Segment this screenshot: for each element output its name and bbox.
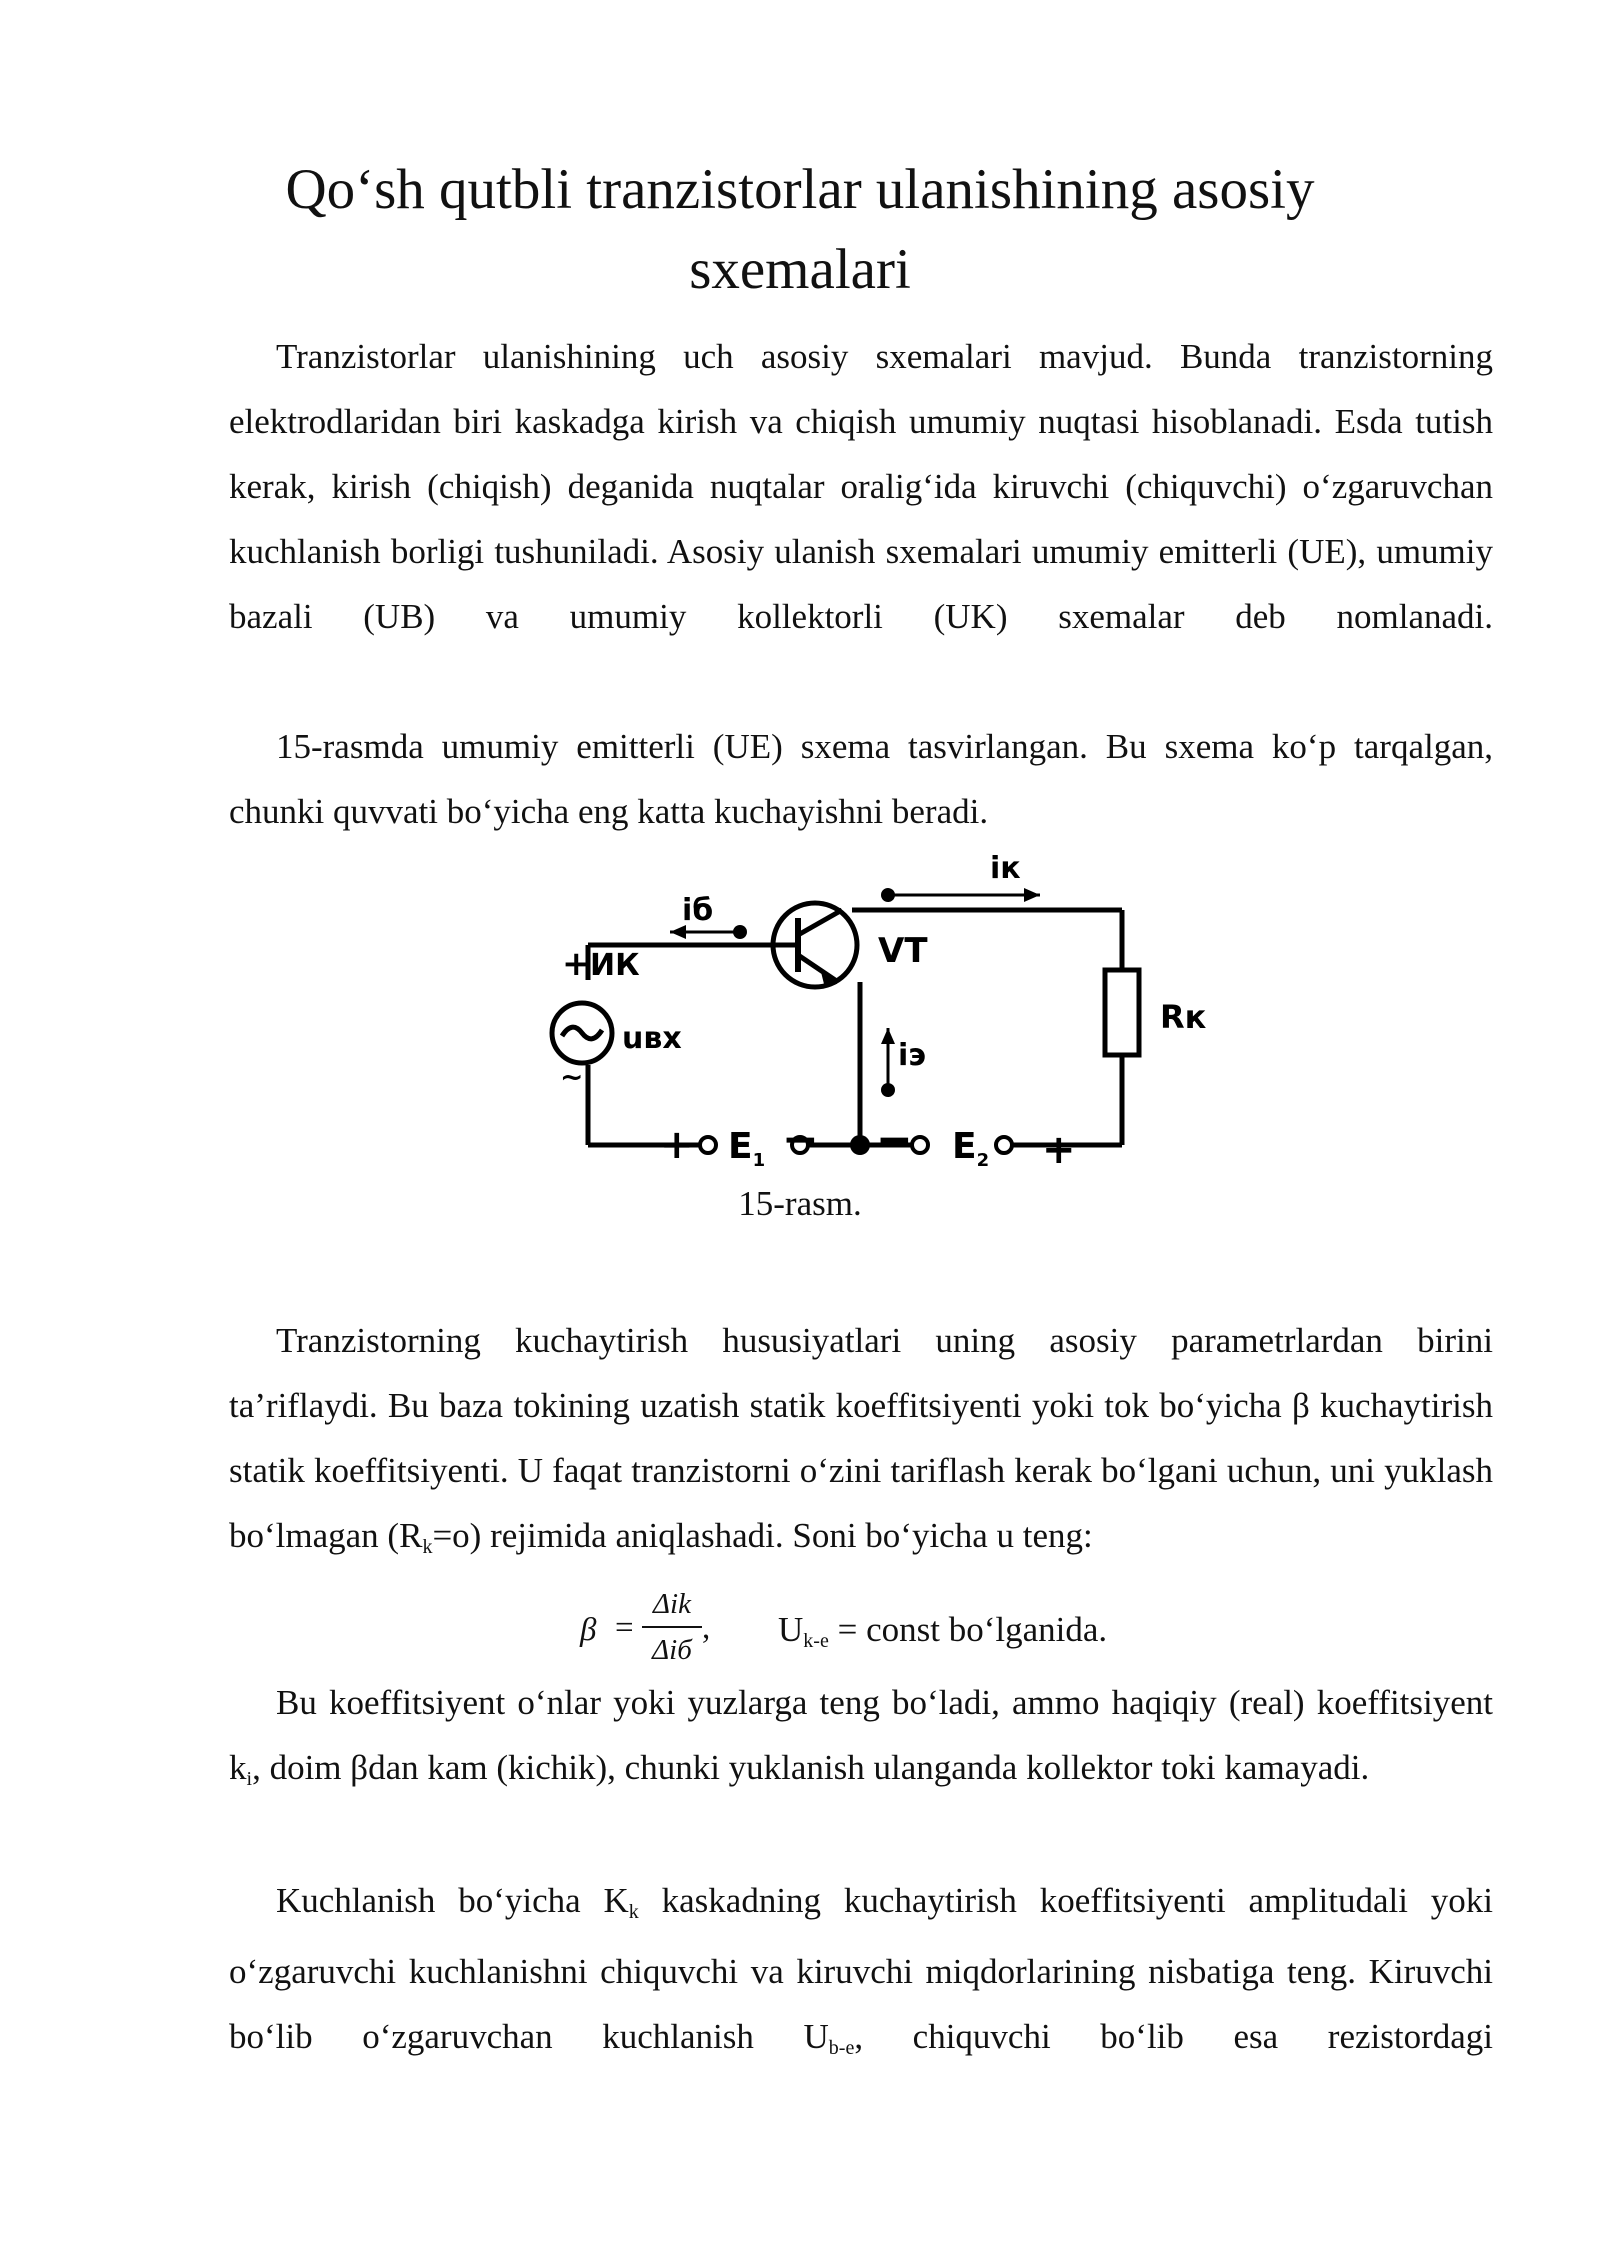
source-plus: + [562, 944, 591, 984]
ie-label: iэ [898, 1038, 927, 1073]
formula-fraction [642, 1584, 702, 1670]
formula-numerator: Δik [653, 1588, 691, 1620]
e2-terminal [996, 1137, 1012, 1153]
e1-plus: + [660, 1122, 694, 1168]
page-title: Qo‘sh qutbli tranzistorlar ulanishining asosiy sxemalari [285, 158, 1315, 301]
e2-label: $E_2$ [952, 1126, 990, 1171]
paragraph-intro: Tranzistorlar ulanishining uch asosiy sxemalari mavjud. Bunda tranzistorning elektrodlaridan biri kaskadga kirish va chiqish umumiy nuqtasi hisoblanadi. Esda tutish kerak, kirish (chiqish) deganida nuqtalar oralig‘ida kiruvchi (chiquvchi) o‘zgaruvchan kuchlanish borligi tushuniladi. Asosiy ulanish sxemalari umumiy emitterli (UE), umumiy bazali (UB) va umumiy kollektorli (UK) sxemalar deb nomlanadi. [229, 337, 1493, 636]
ie-dot [881, 1083, 895, 1097]
uvx-label: uвх [622, 1021, 682, 1056]
source-name: ИК [590, 948, 640, 983]
e2-minus: − [876, 1114, 913, 1165]
e2-plus: + [1042, 1127, 1076, 1173]
formula-beta: β [580, 1612, 597, 1648]
e1-minus: − [782, 1114, 819, 1165]
vt-label: VT [878, 931, 928, 971]
ib-label: iб [682, 893, 714, 928]
ib-dot [733, 925, 747, 939]
paragraph-gain-definition: Tranzistorning kuchaytirish hususiyatlari uning asosiy parametrlardan birini ta’riflaydi. Bu baza tokining uzatish statik koeffitsiyenti yoki tok bo‘yicha β kuchaytirish statik koeffitsiyenti. U faqat tranzistorni o‘zini tariflash kerak bo‘lgani uchun, uni yuklash bo‘lmagan $(R_k=o)$ rejimida aniqlashadi. Soni bo‘yicha u teng: [229, 1321, 1493, 1558]
fraction-bar [642, 1626, 702, 1628]
formula-equals: = [615, 1610, 634, 1646]
rk-label: Rк [1160, 998, 1207, 1036]
circuit-diagram [520, 850, 1240, 1180]
emitter-arrow [820, 968, 838, 984]
e1-label: $E_1$ [728, 1126, 766, 1171]
formula-condition: $U_{k-e}$ = const bo‘lganida. [778, 1610, 1108, 1652]
paragraph-figure-intro: 15-rasmda umumiy emitterli (UE) sxema tasvirlangan. Bu sxema ko‘p tarqalgan, chunki quvvati bo‘yicha eng katta kuchayishni beradi. [229, 727, 1493, 831]
source-tilde: ~ [560, 1060, 584, 1093]
formula-denominator: Δiб [652, 1634, 692, 1666]
ground-node [850, 1135, 870, 1155]
paragraph-real-coefficient: Bu koeffitsiyent o‘nlar yoki yuzlarga teng bo‘ladi, ammo haqiqiy (real) koeffitsiyent $k_i$, doim βdan kam (kichik), chunki yuklanish ulanganda kollektor toki kamayadi. [229, 1683, 1493, 1790]
e1-terminal [700, 1137, 716, 1153]
formula-comma: , [702, 1610, 711, 1646]
figure-caption: 15-rasm. [738, 1184, 862, 1223]
collector-resistor [1105, 970, 1139, 1055]
ik-label: iк [990, 851, 1021, 886]
ik-dot [881, 888, 895, 902]
paragraph-voltage-gain: Kuchlanish bo‘yicha $K_k$ kaskadning kuchaytirish koeffitsiyenti amplitudali yoki o‘zgaruvchi kuchlanishni chiquvchi va kiruvchi miqdorlarining nisbatiga teng. Kiruvchi bo‘lib o‘zgaruvchan kuchlanish $U_{b-e}$, chiquvchi bo‘lib esa rezistordagi [229, 1881, 1493, 2059]
